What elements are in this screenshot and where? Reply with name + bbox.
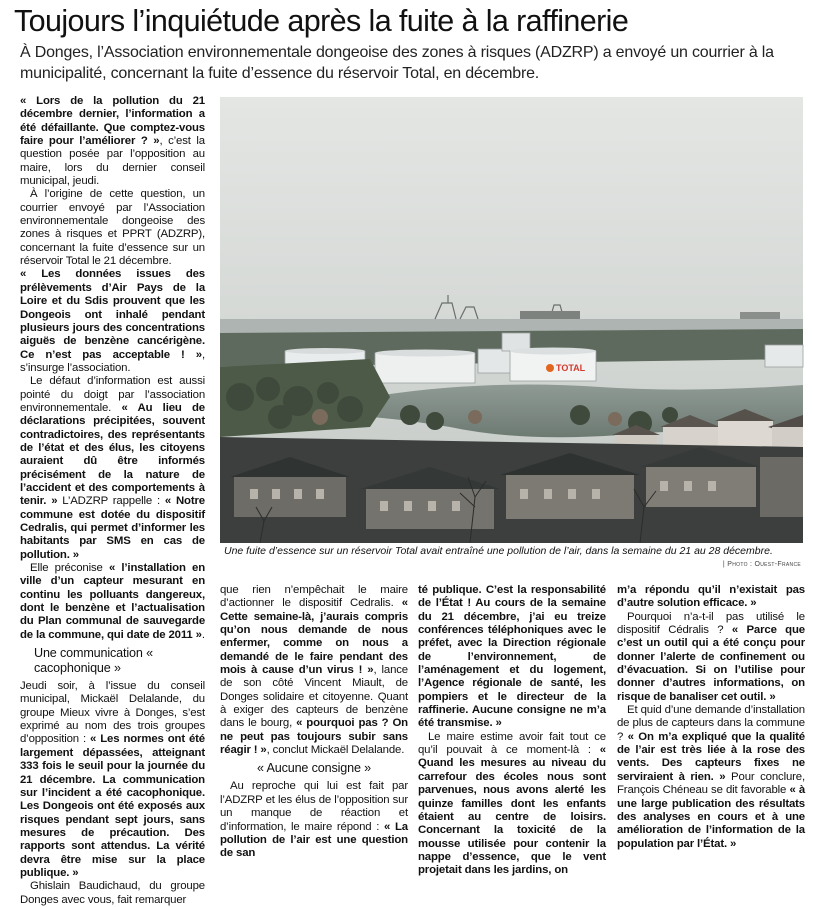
paragraph: Jeudi soir, à l’issue du conseil municipal, Mickaël Delalande, du groupe Mieux vivre à Donges, s’est exprimé au nom des trois groupes d’opposition : « Les normes ont été largement dépassées, atteignant 333 fois le seuil pour la journée du 21 décembre. La communication sur l’incident a été cacophonique. Les Dongeois ont été exposés aux risques pendant sept jours, sans mesures de précaution. Des rapports sont attendus. La vérité devra être mise sur la place publique. » [20,680,205,879]
paragraph: Le maire estime avoir fait tout ce qu’il pouvait à ce moment-là : « Quand les mesures au niveau du carrefour des écoles nous sont parvenues, nous avons alerté les quinze familles dont les enfants étaient au centre de loisirs. Concernant la toxicité de la mousse utilisée pour contenir la nappe d’essence, que le vent projetait dans les jardins, on [418,730,606,877]
paragraph: que rien n’empêchait le maire d’actionner le dispositif Cedralis. « Cette semaine-là, j’aurais compris qu’on nous demande de nous enfermer, comme on nous a demandé de le faire pendant des mois à cause d’un virus ! », lance de son côté Vincent Miault, de Donges solidaire et citoyenne. Quant à exiger des capteurs de benzène dans le bourg, « pourquoi pas ? On ne peut pas toujours subir sans réagir ! », conclut Mickaël Delalande. [220,584,408,757]
paragraph: Pourquoi n’a-t-il pas utilisé le dispositif Cédralis ? « Parce que c’est un outil qui a été conçu pour donner l’alerte de confinement ou d’évacuation. Si on l’utilise pour donner d’autres informations, on risque de banaliser cet outil. » [617,610,805,703]
paragraph: Elle préconise « l’installation en ville d’un capteur mesurant en continu les polluants dangereux, dont le benzène et l’actualisation du Plan communal de sauvegarde de la commune, qui date de 2011 ». [20,562,206,641]
photo-caption: Une fuite d’essence sur un réservoir Total avait entraîné une pollution de l’air, dans la semaine du 21 au 28 décembre. [224,545,773,557]
headline: Toujours l’inquiétude après la fuite à la raffinerie [14,4,629,38]
column-3 [418,584,606,877]
photo-credit: | Photo : Ouest-France [722,561,801,568]
refinery-photo [220,97,803,543]
tank-logo: TOTAL [556,363,586,373]
subheading: « Aucune consigne » [256,761,372,776]
column-1 [20,95,206,906]
subheading: Une communication « cacophonique » [34,646,153,676]
paragraph: « Les données issues des prélèvements d’Air Pays de la Loire et du Sdis prouvent que les Dongeois ont inhalé pendant plusieurs jours des concentrations aiguës de benzène cancérigène. Ce n’est pas acceptable ! », s’insurge l’association. [20,268,205,374]
paragraph: À l’origine de cette question, un courrier envoyé par l’Association environnementale dongeoise des zones à risques et PPRT (ADZRP), concernant la fuite d’essence sur un réservoir Total le 21 décembre. [20,188,205,268]
column-2 [220,584,408,860]
paragraph: Au reproche qui lui est fait par l’ADZRP et les élus de l’opposition sur un manque de réaction et d’information, le maire répond : « La pollution de l’air est une question de san [220,780,408,860]
standfirst: À Donges, l’Association environnementale dongeoise des zones à risques (ADZRP) a envoyé un courrier à la municipalité, concernant la fuite d’essence du réservoir Total, en décembre. [20,44,774,82]
paragraph: Ghislain Baudichaud, du groupe Donges avec vous, fait remarquer [20,880,205,906]
column-4 [617,584,805,860]
paragraph: « Lors de la pollution du 21 décembre dernier, l’information a été défaillante. Que comptez-vous faire pour l’améliorer ? », c’est la question posée par l’opposition au maire, lors du dernier conseil municipal, jeudi. [20,95,205,188]
paragraph: m’a répondu qu’il n’existait pas d’autre solution efficace. » [617,584,805,610]
paragraph: Et quid d’une demande d’installation de plus de capteurs dans la commune ? « On m’a expliqué que la qualité de l’air est très liée à la rose des vents. Des capteurs fixes ne serviraient à rien. » Pour conclure, François Chéneau se dit favorable « à une large publication des résultats des analyses en cours et à une amélioration de l’information de la population par l’État. » [617,704,805,850]
paragraph: Le défaut d’information est aussi pointé du doigt par l’association environnementale. « Au lieu de déclarations précipitées, souvent contradictoires, des représentants de l’état et des élus, les citoyens auraient dû être informés précisément de la nature de l’accident et des comportements à tenir. » L’ADZRP rappelle : « Notre commune est dotée du dispositif Cedralis, qui permet d’informer les habitants par SMS en cas de pollution. » [20,375,205,561]
paragraph: té publique. C’est la responsabilité de l’État ! Au cours de la semaine du 21 décembre, j’ai eu treize conférences téléphoniques avec le préfet, avec la Direction régionale de l’environnement, de l’aménagement et du logement, l’Agence régionale de santé, les pompiers et le directeur de la raffinerie. Aucune consigne ne m’a été transmise. » [418,584,606,730]
